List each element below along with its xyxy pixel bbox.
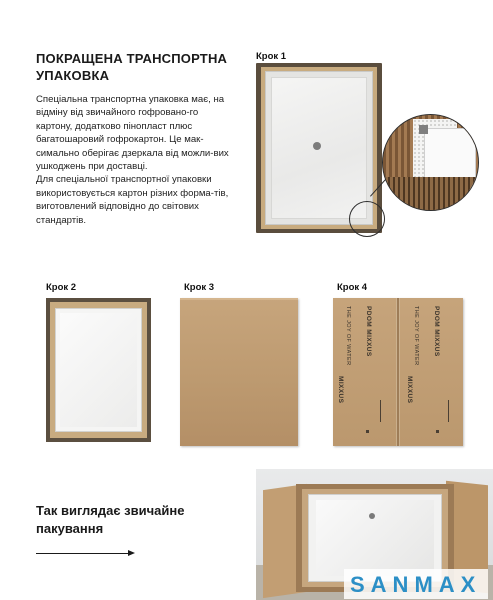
- arrow-head-icon: [128, 550, 135, 556]
- step-3-lid-edge: [180, 298, 298, 300]
- zoom-corrugated-edge: [383, 177, 478, 210]
- step-1-mirror-center-dot: [313, 142, 321, 150]
- box-print-model-right: PDOM MIXXUS: [433, 306, 440, 357]
- photo-mirror: [316, 500, 434, 576]
- step-3-cardboard-lid: [180, 298, 298, 446]
- step-1-label: Крок 1: [256, 51, 287, 62]
- zoom-corner-protector: [419, 125, 428, 134]
- logo-text: SANMAX: [350, 572, 482, 597]
- description-paragraph-2: Для спеціальної транспортної упаковки використовується картон різних форма-тів, виготовлений відповідно до світових стандартів.: [36, 174, 229, 226]
- step-4-label: Крок 4: [337, 282, 368, 293]
- box-print-model-left: PDOM MIXXUS: [365, 306, 372, 357]
- step-2-label: Крок 2: [46, 282, 77, 293]
- box-print-stripe: [448, 400, 449, 422]
- box-print-stripe: [380, 400, 381, 422]
- box-print-tagline-right: THE JOY OF WATER: [413, 306, 419, 366]
- box-print-mark: [436, 430, 439, 433]
- description-text: [36, 93, 234, 227]
- box-print-mark: [366, 430, 369, 433]
- regular-packaging-caption: Так виглядає звичайне пакування: [36, 503, 185, 536]
- box-print-brand-right: MIXXUS: [406, 376, 413, 404]
- box-print-tagline-left: THE JOY OF WATER: [345, 306, 351, 366]
- sanmax-logo: [344, 569, 488, 599]
- step-1-zoom-detail-image: [382, 114, 479, 211]
- step-4-box-seam: [397, 298, 399, 446]
- step-3-label: Крок 3: [184, 282, 215, 293]
- photo-mirror-dot: [369, 513, 375, 519]
- section-title: ПОКРАЩЕНА ТРАНСПОРТНА УПАКОВКА: [36, 51, 228, 83]
- step-2-foam-surface: [60, 313, 137, 427]
- step-1-zoom-marker: [349, 201, 385, 237]
- description-paragraph-1: Спеціальна транспортна упаковка має, на відміну від звичайного гофровано-го картону, додатково пінопласт плюс багатошаровий гофрокартон. Це мак-симально оберігає дзеркала від можли-вих ушкоджень при доставці.: [36, 94, 229, 173]
- arrow-right-icon: [36, 553, 130, 554]
- box-print-brand-left: MIXXUS: [337, 376, 344, 404]
